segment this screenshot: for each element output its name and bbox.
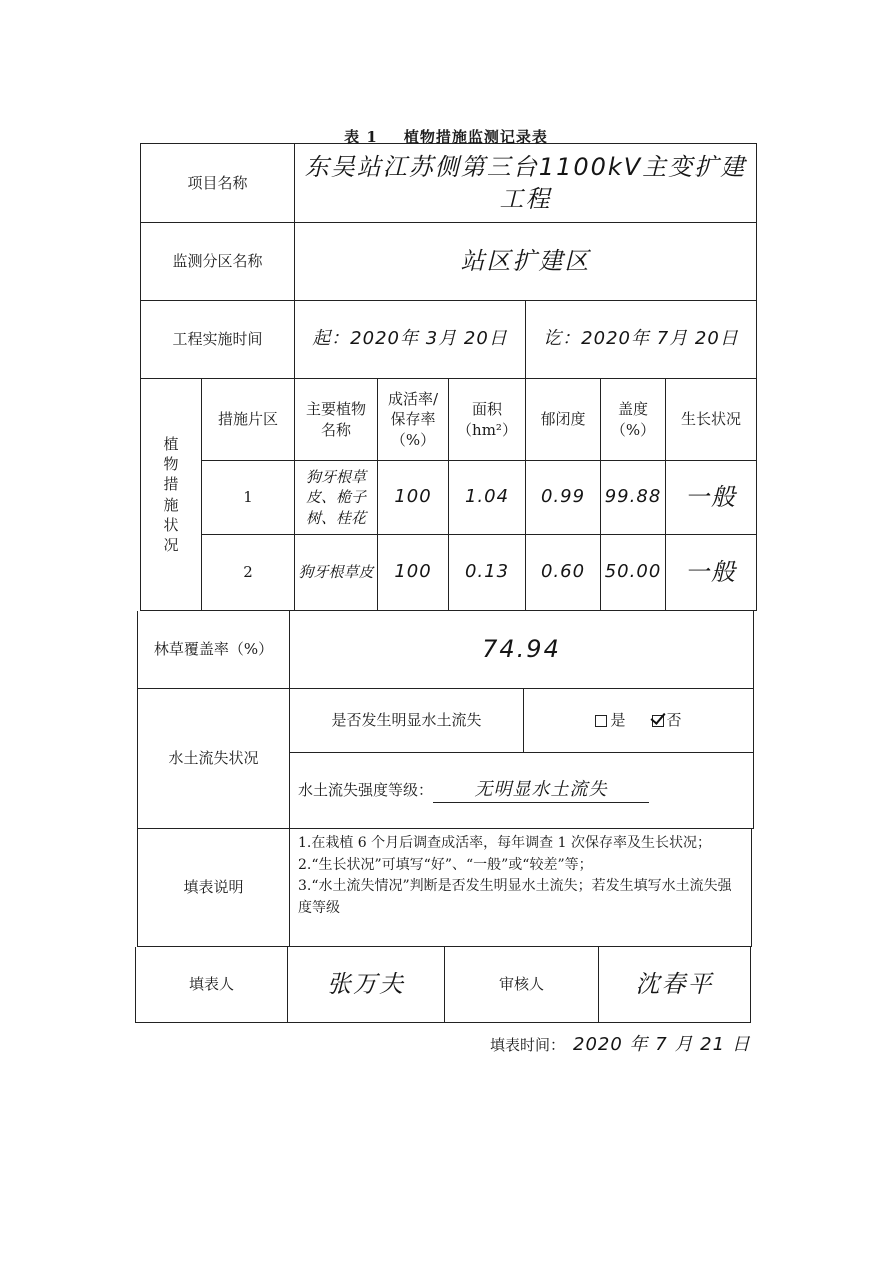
row2-area: 2 [202,535,295,611]
period-end: 讫：2020年 7月 20日 [543,328,739,350]
period-start: 起：2020年 3月 20日 [312,328,508,350]
row1-cover-cell [601,461,666,535]
fill-time-value: 2020 年 7 月 21 日 [573,1034,751,1055]
soil-question: 是否发生明显水土流失 [290,689,524,753]
no-label: 否 [666,711,682,730]
zone-value: 站区扩建区 [460,247,591,276]
row2-growth: 一般 [685,558,737,587]
row1-plants-cell [295,461,378,535]
reviewer-signature: 沈春平 [635,970,714,999]
row1-growth-cell [666,461,757,535]
project-value: 东吴站江苏侧第三台1100kV主变扩建工程 [304,152,747,213]
plant-label: 植物措施状况 [140,379,202,611]
reviewer-value-cell [599,947,751,1023]
row1-survival-cell [378,461,449,535]
yes-checkbox[interactable] [595,715,607,727]
row2-plants: 狗牙根草皮 [298,563,374,582]
row2-plants-cell [295,535,378,611]
soil-level-value: 无明显水土流失 [474,778,608,800]
coverage-value-cell [290,611,754,689]
row1-size: 1.04 [464,486,510,508]
row1-survival: 100 [394,486,432,508]
row2-survival: 100 [394,561,432,583]
soil-answer-cell [524,689,754,753]
table-number: 表 1 [344,128,378,146]
row2-size-cell [449,535,526,611]
period-start-cell [295,301,526,379]
coverage-value: 74.94 [482,635,561,664]
row2-canopy-cell [526,535,601,611]
soil-level-label: 水土流失强度等级： [298,781,434,800]
row2-cover-cell [601,535,666,611]
note-line-2: 2.“生长状况”可填写“好”、“一般”或“较差”等； [298,856,593,873]
filler-signature: 张万夫 [327,970,405,999]
row1-canopy-cell [526,461,601,535]
header-survival: 成活率/保存率（%） [378,379,449,461]
table-name: 植物措施监测记录表 [403,128,548,146]
row1-plants: 狗牙根草皮、桅子树、桂花 [305,468,366,527]
row1-area: 1 [202,461,295,535]
row2-survival-cell [378,535,449,611]
reviewer-label: 审核人 [445,947,599,1023]
fill-time-label: 填表时间： [490,1036,566,1054]
soil-label: 水土流失状况 [137,689,290,829]
row1-cover: 99.88 [604,486,662,508]
row1-size-cell [449,461,526,535]
row1-growth: 一般 [685,483,737,512]
header-size: 面积（hm²） [449,379,526,461]
zone-value-cell [295,223,757,301]
header-cover: 盖度（%） [601,379,666,461]
filler-value-cell [288,947,445,1023]
header-canopy: 郁闭度 [526,379,601,461]
note-line-3: 3.“水土流失情况”判断是否发生明显水土流失；若发生填写水土流失强度等级 [298,878,732,917]
coverage-label: 林草覆盖率（%） [137,611,290,689]
row2-cover: 50.00 [604,561,662,583]
row2-canopy: 0.60 [540,561,586,583]
fill-time [490,1030,751,1056]
row1-canopy: 0.99 [540,486,586,508]
soil-level-cell [290,753,754,829]
filler-label: 填表人 [135,947,288,1023]
project-label: 项目名称 [140,143,295,223]
notes-content [290,829,752,947]
header-growth: 生长状况 [666,379,757,461]
header-area: 措施片区 [202,379,295,461]
project-value-cell [295,143,757,223]
header-plants: 主要植物名称 [295,379,378,461]
period-label: 工程实施时间 [140,301,295,379]
period-end-cell [526,301,757,379]
no-checkbox[interactable] [652,715,664,727]
notes-label: 填表说明 [137,829,290,947]
soil-level-field [433,778,649,803]
row2-growth-cell [666,535,757,611]
zone-label: 监测分区名称 [140,223,295,301]
yes-label: 是 [610,711,626,730]
note-line-1: 1.在栽植 6 个月后调查成活率，每年调查 1 次保存率及生长状况； [298,835,711,851]
row2-size: 0.13 [464,561,510,583]
